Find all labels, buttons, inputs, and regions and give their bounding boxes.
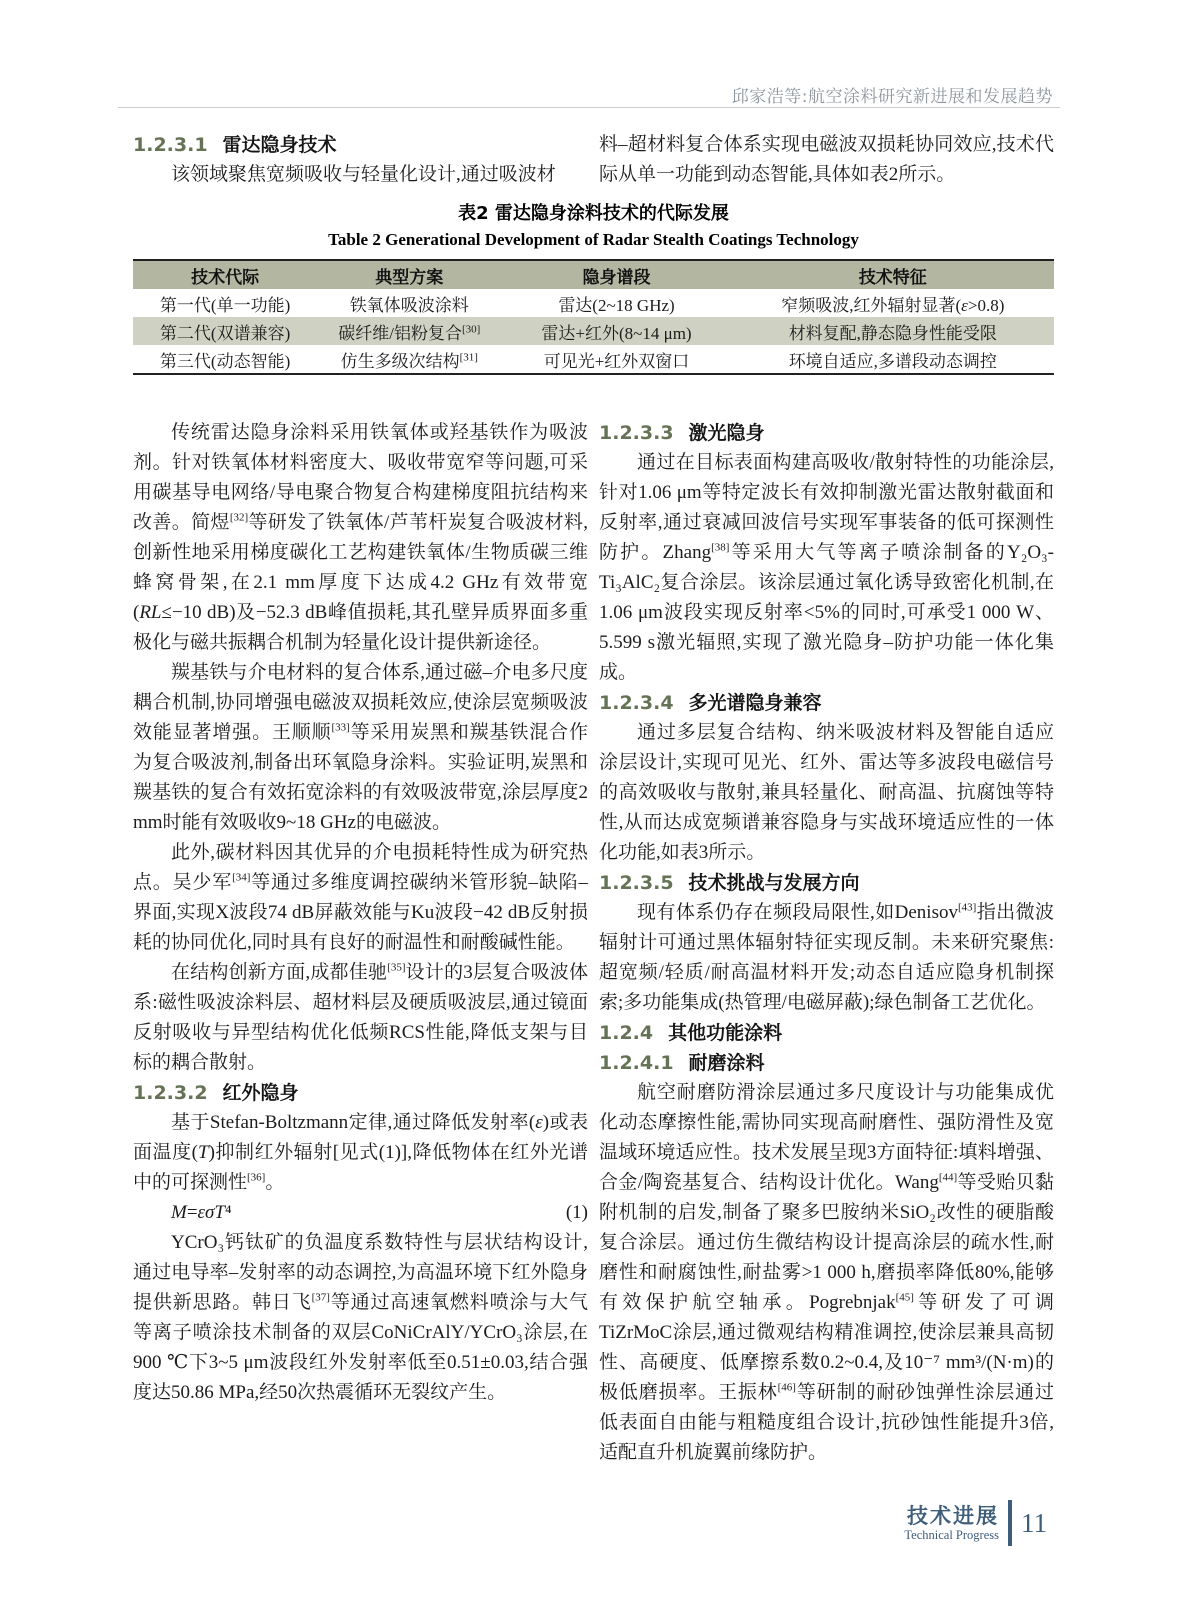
table-header-cell: 技术代际: [133, 260, 317, 289]
table-cell: 第二代(双谱兼容): [159, 323, 291, 343]
section-heading-1-2-3-3: [599, 418, 1054, 448]
footer-section-en: Technical Progress: [904, 1527, 999, 1542]
section-title: 耐磨涂料: [688, 1052, 765, 1074]
page-number: 11: [1021, 1507, 1047, 1538]
table-cell: 第三代(动态智能): [159, 351, 291, 371]
paragraph: YCrO₃钙钛矿的负温度系数特性与层状结构设计,通过电导率–发射率的动态调控,为高温环境下红外隐身提供新思路。韩日飞[37]等通过高速氧燃料喷涂与大气等离子喷涂技术制备的双层CoNiCrAlY/YCrO₃涂层,在900 ℃下3~5 μm波段红外发射率低至0.51±0.03,结合强度达50.86 MPa,经50次热震循环无裂纹产生。: [133, 1232, 588, 1403]
section-number: 1.2.3.1: [133, 134, 208, 156]
footer-divider: [1008, 1500, 1012, 1546]
section-number: 1.2.4.1: [599, 1052, 674, 1074]
section-number: 1.2.3.5: [599, 872, 674, 894]
table-header-cell: 典型方案: [317, 260, 501, 289]
equation-1: [133, 1198, 588, 1228]
table-header-row: [133, 260, 1054, 289]
left-column: [133, 418, 588, 1468]
paragraph: 通过在目标表面构建高吸收/散射特性的功能涂层,针对1.06 μm等特定波长有效抑制激光雷达散射截面和反射率,通过衰减回波信号实现军事装备的低可探测性防护。Zhang[38]等采用大气等离子喷涂制备的Y₂O₃-Ti₃AlC₂复合涂层。该涂层通过氧化诱导致密化机制,在1.06 μm波段实现反射率<5%的同时,可承受1 000 W、5.599 s激光辐照,实现了激光隐身–防护功能一体化集成。: [599, 452, 1054, 683]
equation-number: (1): [565, 1202, 588, 1223]
section-heading-1-2-4-1: [599, 1048, 1054, 1078]
paragraph: 航空耐磨防滑涂层通过多尺度设计与功能集成优化动态摩擦性能,需协同实现高耐磨性、强防滑性及宽温域环境适应性。技术发展呈现3方面特征:填料增强、合金/陶瓷基复合、结构设计优化。Wang[44]等受贻贝黏附机制的启发,制备了聚多巴胺纳米SiO₂改性的硬脂酸复合涂层。通过仿生微结构设计提高涂层的疏水性,耐磨性和耐腐蚀性,耐盐雾>1 000 h,磨损率降低80%,能够有效保护航空轴承。Pogrebnjak[45]等研发了可调TiZrMoC涂层,通过微观结构精准调控,使涂层兼具高韧性、高硬度、低摩擦系数0.2~0.4,及10⁻⁷ mm³/(N·m)的极低磨损率。王振林[46]等研制的耐砂蚀弹性涂层通过低表面自由能与粗糙度组合设计,抗砂蚀性能提升3倍,适配直升机旋翼前缘防护。: [599, 1082, 1054, 1463]
table-cell: 雷达+红外(8~14 μm): [541, 323, 692, 343]
section-number: 1.2.3.2: [133, 1082, 208, 1104]
footer-labels: [904, 1504, 999, 1543]
right-column: [599, 418, 1054, 1468]
section-title: 雷达隐身技术: [222, 134, 337, 156]
section-title: 多光谱隐身兼容: [688, 692, 822, 714]
section-title: 红外隐身: [222, 1082, 299, 1104]
intro-columns: [133, 130, 1054, 190]
table-cell: 第一代(单一功能): [159, 295, 291, 315]
section-heading-1-2-3-5: [599, 868, 1054, 898]
page-footer: [904, 1500, 1047, 1546]
section-heading-1-2-3-4: [599, 688, 1054, 718]
paragraph: 料–超材料复合体系实现电磁波双损耗协同效应,技术代际从单一功能到动态智能,具体如表2所示。: [599, 134, 1054, 185]
footer-section-zh: 技术进展: [907, 1503, 999, 1528]
section-number: 1.2.4: [599, 1022, 654, 1044]
equation-expression: M=εσT⁴: [171, 1202, 232, 1223]
table-row: [133, 345, 1054, 374]
paragraph: 通过多层复合结构、纳米吸波材料及智能自适应涂层设计,实现可见光、红外、雷达等多波段电磁信号的高效吸收与散射,兼具轻量化、耐高温、抗腐蚀等特性,从而达成宽频谱兼容隐身与实战环境适应性的一体化功能,如表3所示。: [599, 722, 1054, 863]
table-cell: 铁氧体吸波涂料: [349, 295, 469, 315]
table-cell: 窄频吸波,红外辐射显著(ε>0.8): [781, 295, 1005, 315]
section-title: 激光隐身: [688, 422, 765, 444]
section-number: 1.2.3.3: [599, 422, 674, 444]
table2: [133, 259, 1054, 375]
table-header-cell: 隐身谱段: [501, 260, 731, 289]
section-title: 其他功能涂料: [668, 1022, 783, 1044]
paragraph: 羰基铁与介电材料的复合体系,通过磁–介电多尺度耦合机制,协同增强电磁波双损耗效应,使涂层宽频吸波效能显著增强。王顺顺[33]等采用炭黑和羰基铁混合作为复合吸波剂,制备出环氧隐身涂料。实验证明,炭黑和羰基铁的复合有效拓宽涂料的有效吸波带宽,涂层厚度2 mm时能有效吸收9~18 GHz的电磁波。: [133, 662, 588, 833]
section-number: 1.2.3.4: [599, 692, 674, 714]
paragraph: 此外,碳材料因其优异的介电损耗特性成为研究热点。吴少军[34]等通过多维度调控碳纳米管形貌–缺陷–界面,实现X波段74 dB屏蔽效能与Ku波段−42 dB反射损耗的协同优化,同时具有良好的耐温性和耐酸碱性能。: [133, 842, 588, 953]
section-heading-1-2-3-2: [133, 1078, 588, 1108]
table-cell: 环境自适应,多谱段动态调控: [788, 351, 997, 371]
paragraph: 在结构创新方面,成都佳驰[35]设计的3层复合吸波体系:磁性吸波涂料层、超材料层及硬质吸波层,通过镜面反射吸收与异型结构优化低频RCS性能,降低支架与目标的耦合散射。: [133, 961, 588, 1073]
running-head: 邱家浩等:航空涂料研究新进展和发展趋势: [731, 87, 1053, 107]
table-title-zh: 表2 雷达隐身涂料技术的代际发展: [458, 203, 729, 224]
intro-left-column: [133, 130, 588, 190]
table-cell: 材料复配,静态隐身性能受限: [788, 323, 997, 343]
paragraph: 该领域聚焦宽频吸收与轻量化设计,通过吸波材: [171, 164, 556, 185]
table-title-en: Table 2 Generational Development of Radar Stealth Coatings Technology: [328, 230, 859, 249]
table-cell: 可见光+红外双窗口: [543, 351, 690, 371]
table-row: [133, 289, 1054, 317]
table-cell: 碳纤维/铝粉复合[30]: [338, 322, 481, 343]
table-row: [133, 317, 1054, 345]
section-heading-1-2-3-1: [133, 130, 588, 160]
section-heading-1-2-4: [599, 1018, 1054, 1048]
paragraph: 现有体系仍存在频段局限性,如Denisov[43]指出微波辐射计可通过黑体辐射特征实现反制。未来研究聚焦:超宽频/轻质/耐高温材料开发;动态自适应隐身机制探索;多功能集成(热管理/电磁屏蔽);绿色制备工艺优化。: [599, 901, 1054, 1013]
paragraph: 基于Stefan-Boltzmann定律,通过降低发射率(ε)或表面温度(T)抑制红外辐射[见式(1)],降低物体在红外光谱中的可探测性[36]。: [133, 1112, 589, 1193]
table-header-cell: 技术特征: [732, 260, 1054, 289]
paragraph: 传统雷达隐身涂料采用铁氧体或羟基铁作为吸波剂。针对铁氧体材料密度大、吸收带宽窄等问题,可采用碳基导电网络/导电聚合物复合构建梯度阻抗结构来改善。简煜[32]等研发了铁氧体/芦苇杆炭复合吸波材料,创新性地采用梯度碳化工艺构建铁氧体/生物质碳三维蜂窝骨架,在2.1 mm厚度下达成4.2 GHz有效带宽(RL≤−10 dB)及−52.3 dB峰值损耗,其孔壁异质界面多重极化与磁共振耦合机制为轻量化设计提供新途径。: [133, 422, 588, 653]
table-cell: 雷达(2~18 GHz): [558, 295, 675, 315]
intro-right-column: [599, 130, 1054, 190]
section-title: 技术挑战与发展方向: [688, 872, 860, 894]
table2-block: [133, 202, 1054, 375]
body-columns: [133, 418, 1054, 1468]
table-cell: 仿生多级次结构[31]: [340, 350, 478, 371]
header-rule: [118, 107, 1060, 108]
